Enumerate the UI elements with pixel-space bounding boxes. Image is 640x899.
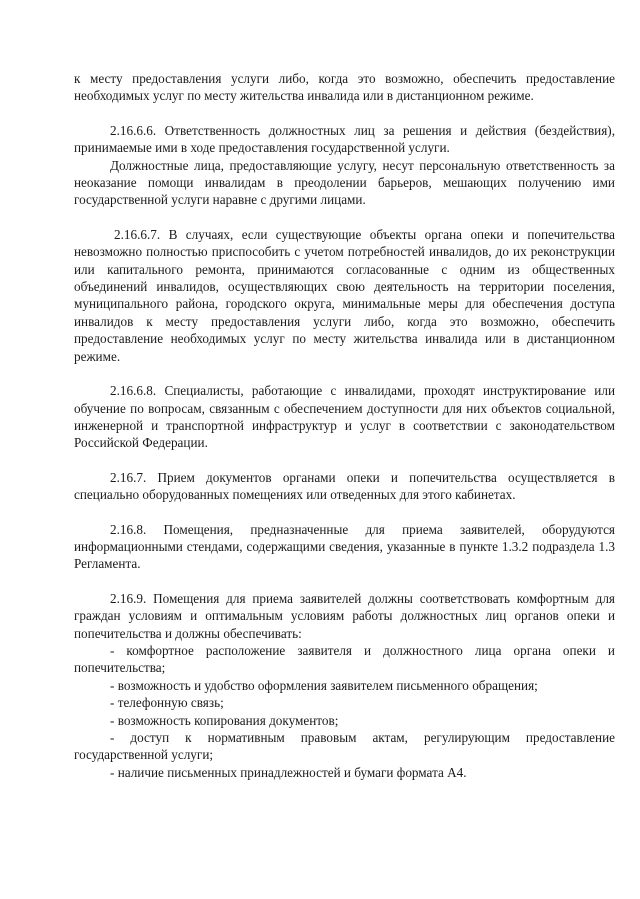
list-item-comfortable-seating: - комфортное расположение заявителя и должностного лица органа опеки и попечительства;: [74, 642, 615, 676]
list-item-copying: - возможность копирования документов;: [110, 712, 339, 728]
paragraph-2-16-6-8: 2.16.6.8. Специалисты, работающие с инвалидами, проходят инструктирование или обучение по вопросам, связанным с обеспечением доступности для них объектов социальной, инженерной и транспортной инфраструктур и услуг в соответствии с законодательством Российской Федерации.: [74, 383, 615, 451]
paragraph-continuation: к месту предоставления услуги либо, когда это возможно, обеспечить предоставление необходимых услуг по месту жительства инвалида или в дистанционном режиме.: [74, 71, 615, 104]
paragraph-officials-responsibility: Должностные лица, предоставляющие услугу, несут персональную ответственность за неоказание помощи инвалидам в преодолении барьеров, мешающих получению ими государственной услуги наравне с другими лицами.: [74, 157, 615, 208]
list-item-telephone: - телефонную связь;: [110, 695, 224, 711]
paragraph-2-16-6-7: 2.16.6.7. В случаях, если существующие объекты органа опеки и попечительства невозможно полностью приспособить с учетом потребностей инвалидов, до их реконструкции или капитального ремонта, принимаются согласованные с одним из общественных объединений инвалидов, осуществляющих свою деятельность на территории поселения, муниципального района, городского округа, минимальные меры для обеспечения доступа инвалидов к месту предоставления услуги либо, когда это возможно, обеспечить предоставление необходимых услуг по месту жительства инвалида или в дистанционном режиме.: [74, 226, 615, 364]
paragraph-2-16-7: 2.16.7. Прием документов органами опеки и попечительства осуществляется в специально оборудованных помещениях или отведенных для этого кабинетах.: [74, 469, 615, 503]
paragraph-2-16-9: 2.16.9. Помещения для приема заявителей должны соответствовать комфортным для граждан условиям и оптимальным условиям работы должностных лиц органов опеки и попечительства и должны обеспечивать:: [74, 590, 615, 641]
list-item-stationery: - наличие письменных принадлежностей и бумаги формата А4.: [110, 764, 467, 780]
list-item-written-appeal: - возможность и удобство оформления заявителем письменного обращения;: [110, 677, 538, 693]
paragraph-2-16-6-6: 2.16.6.6. Ответственность должностных лиц за решения и действия (бездействия), принимаемые ими в ходе предоставления государственной услуги.: [74, 122, 615, 156]
paragraph-2-16-8: 2.16.8. Помещения, предназначенные для приема заявителей, оборудуются информационными стендами, содержащими сведения, указанные в пункте 1.3.2 подраздела 1.3 Регламента.: [74, 521, 615, 572]
document-body: [74, 70, 615, 781]
list-item-legal-acts-access: - доступ к нормативным правовым актам, регулирующим предоставление государственной услуги;: [74, 730, 615, 763]
